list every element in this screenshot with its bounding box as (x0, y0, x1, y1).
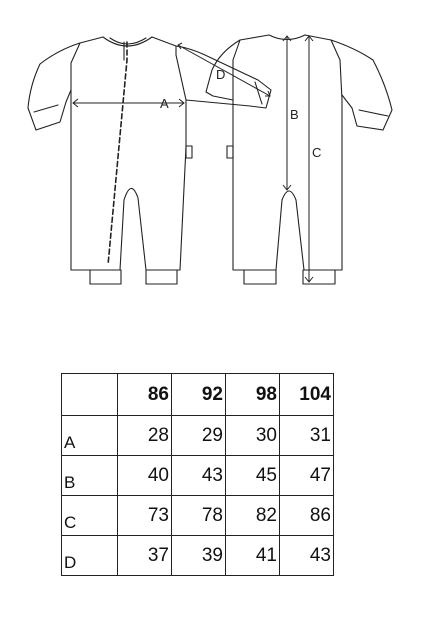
measure-d-label: D (216, 67, 226, 82)
front-body-outline (71, 37, 186, 270)
measure-b-label: B (290, 107, 299, 122)
cell-value: 43 (280, 536, 334, 576)
front-zipper-line (108, 42, 127, 265)
measure-c-label: C (312, 145, 322, 160)
cell-value: 45 (226, 456, 280, 496)
size-chart-table (61, 373, 334, 576)
cell-value: 31 (280, 416, 334, 456)
cell-value: 37 (118, 536, 172, 576)
cell-value: 41 (226, 536, 280, 576)
cell-value: 40 (118, 456, 172, 496)
cell-value: 73 (118, 496, 172, 536)
table-row (62, 536, 334, 576)
cell-value: 28 (118, 416, 172, 456)
cell-value: 39 (172, 536, 226, 576)
size-header-92: 92 (172, 374, 226, 416)
table-row (62, 416, 334, 456)
row-label-b: B (62, 456, 118, 496)
table-row (62, 456, 334, 496)
cell-value: 82 (226, 496, 280, 536)
cell-value: 86 (280, 496, 334, 536)
size-header-104: 104 (280, 374, 334, 416)
size-header-row (62, 374, 334, 416)
garment-sketch (0, 0, 424, 300)
cell-value: 47 (280, 456, 334, 496)
cell-value: 43 (172, 456, 226, 496)
back-right-sleeve (331, 40, 392, 130)
cell-value: 30 (226, 416, 280, 456)
row-label-d: D (62, 536, 118, 576)
size-header-86: 86 (118, 374, 172, 416)
row-label-c: C (62, 496, 118, 536)
table-row (62, 496, 334, 536)
cell-value: 29 (172, 416, 226, 456)
corner-cell (62, 374, 118, 416)
front-view (28, 37, 271, 284)
size-header-98: 98 (226, 374, 280, 416)
back-view (206, 35, 392, 284)
cell-value: 78 (172, 496, 226, 536)
front-left-sleeve (28, 43, 80, 130)
measure-a-label: A (160, 96, 169, 111)
row-label-a: A (62, 416, 118, 456)
